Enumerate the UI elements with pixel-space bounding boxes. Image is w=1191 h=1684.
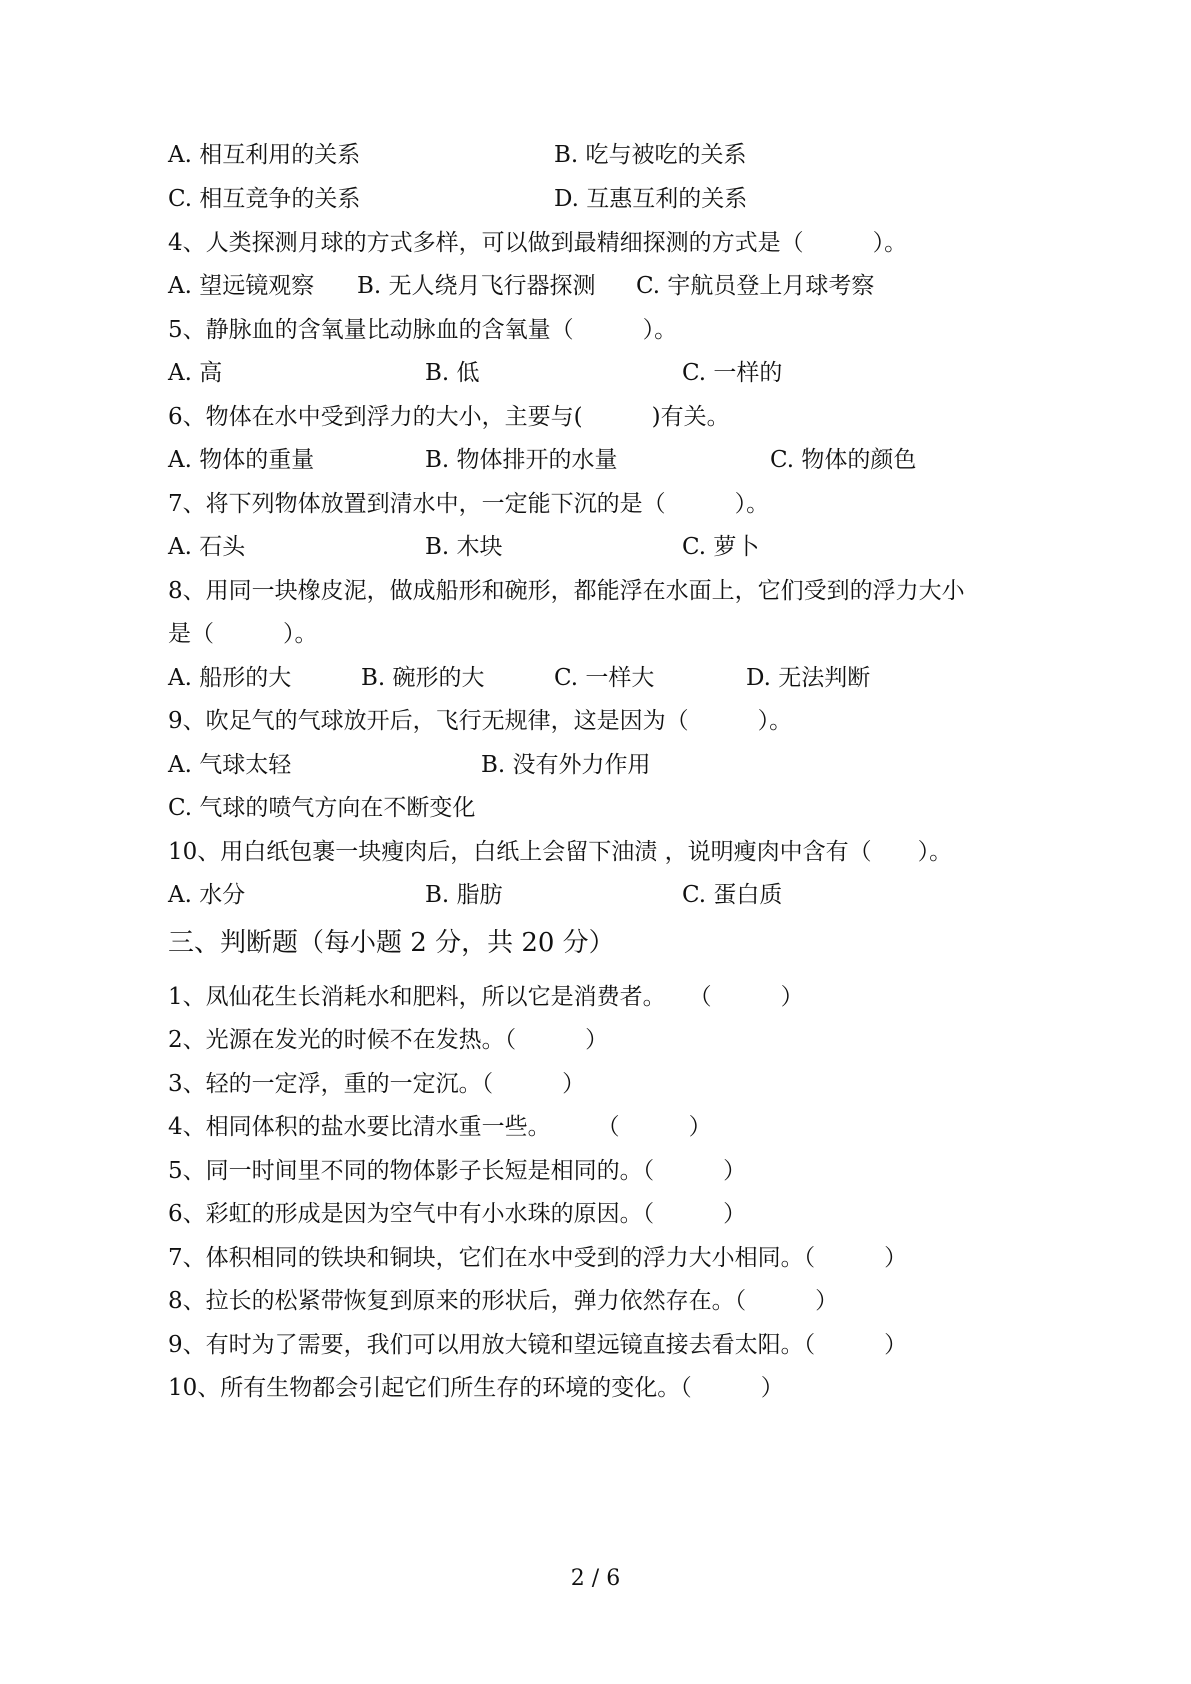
q3-option-b: B. 吃与被吃的关系 [554, 142, 747, 168]
q10-stem: 10、用白纸包裹一块瘦肉后，白纸上会留下油渍 ，说明瘦肉中含有（ ）。 [168, 839, 953, 865]
q6-option-c: C. 物体的颜色 [770, 447, 917, 473]
q8-option-d: D. 无法判断 [746, 665, 871, 691]
q6-option-b: B. 物体排开的水量 [425, 447, 618, 473]
q10-option-b: B. 脂肪 [425, 882, 503, 908]
q9-option-c: C. 气球的喷气方向在不断变化 [168, 795, 476, 821]
q8-option-a: A. 船形的大 [168, 665, 292, 691]
judgement-item-9: 9、有时为了需要，我们可以用放大镜和望远镜直接去看太阳。（ ） [168, 1332, 908, 1358]
q5-option-b: B. 低 [425, 360, 480, 386]
q9-stem: 9、吹足气的气球放开后，飞行无规律，这是因为（ ）。 [168, 708, 793, 734]
judgement-item-2: 2、光源在发光的时候不在发热。（ ） [168, 1027, 609, 1053]
judgement-item-10: 10、所有生物都会引起它们所生存的环境的变化。（ ） [168, 1375, 784, 1401]
q7-option-c: C. 萝卜 [682, 534, 760, 560]
judgement-item-7: 7、体积相同的铁块和铜块，它们在水中受到的浮力大小相同。（ ） [168, 1245, 908, 1271]
q9-option-b: B. 没有外力作用 [481, 752, 651, 778]
q8-stem-line2: 是（ ）。 [168, 621, 318, 647]
q4-option-c: C. 宇航员登上月球考察 [636, 273, 875, 299]
q5-stem: 5、静脉血的含氧量比动脉血的含氧量（ ）。 [168, 317, 678, 343]
q4-stem: 4、人类探测月球的方式多样，可以做到最精细探测的方式是（ ）。 [168, 230, 908, 256]
q5-option-c: C. 一样的 [682, 360, 783, 386]
q10-option-c: C. 蛋白质 [682, 882, 783, 908]
q7-option-a: A. 石头 [168, 534, 246, 560]
q10-option-a: A. 水分 [168, 882, 246, 908]
judgement-item-1: 1、凤仙花生长消耗水和肥料，所以它是消费者。 （ ） [168, 984, 804, 1010]
q8-option-c: C. 一样大 [554, 665, 655, 691]
q5-option-a: A. 高 [168, 360, 223, 386]
page-number: 2 / 6 [570, 1566, 621, 1591]
q3-option-a: A. 相互利用的关系 [168, 142, 361, 168]
q4-option-a: A. 望远镜观察 [168, 273, 315, 299]
q8-option-b: B. 碗形的大 [361, 665, 485, 691]
q9-option-a: A. 气球太轻 [168, 752, 292, 778]
judgement-item-6: 6、彩虹的形成是因为空气中有小水珠的原因。（ ） [168, 1201, 747, 1227]
q7-stem: 7、将下列物体放置到清水中，一定能下沉的是（ ）。 [168, 491, 770, 517]
section-heading-judgement: 三、判断题（每小题 2 分，共 20 分） [168, 928, 615, 958]
judgement-item-4: 4、相同体积的盐水要比清水重一些。 （ ） [168, 1114, 712, 1140]
q3-option-d: D. 互惠互利的关系 [554, 186, 748, 212]
judgement-item-3: 3、轻的一定浮，重的一定沉。（ ） [168, 1071, 586, 1097]
judgement-item-8: 8、拉长的松紧带恢复到原来的形状后，弹力依然存在。（ ） [168, 1288, 839, 1314]
q6-stem: 6、物体在水中受到浮力的大小，主要与( )有关。 [168, 404, 730, 430]
judgement-item-5: 5、同一时间里不同的物体影子长短是相同的。（ ） [168, 1158, 747, 1184]
q7-option-b: B. 木块 [425, 534, 503, 560]
q6-option-a: A. 物体的重量 [168, 447, 315, 473]
q3-option-c: C. 相互竞争的关系 [168, 186, 361, 212]
q8-stem-line1: 8、用同一块橡皮泥，做成船形和碗形，都能浮在水面上，它们受到的浮力大小 [168, 578, 965, 604]
q4-option-b: B. 无人绕月飞行器探测 [357, 273, 596, 299]
